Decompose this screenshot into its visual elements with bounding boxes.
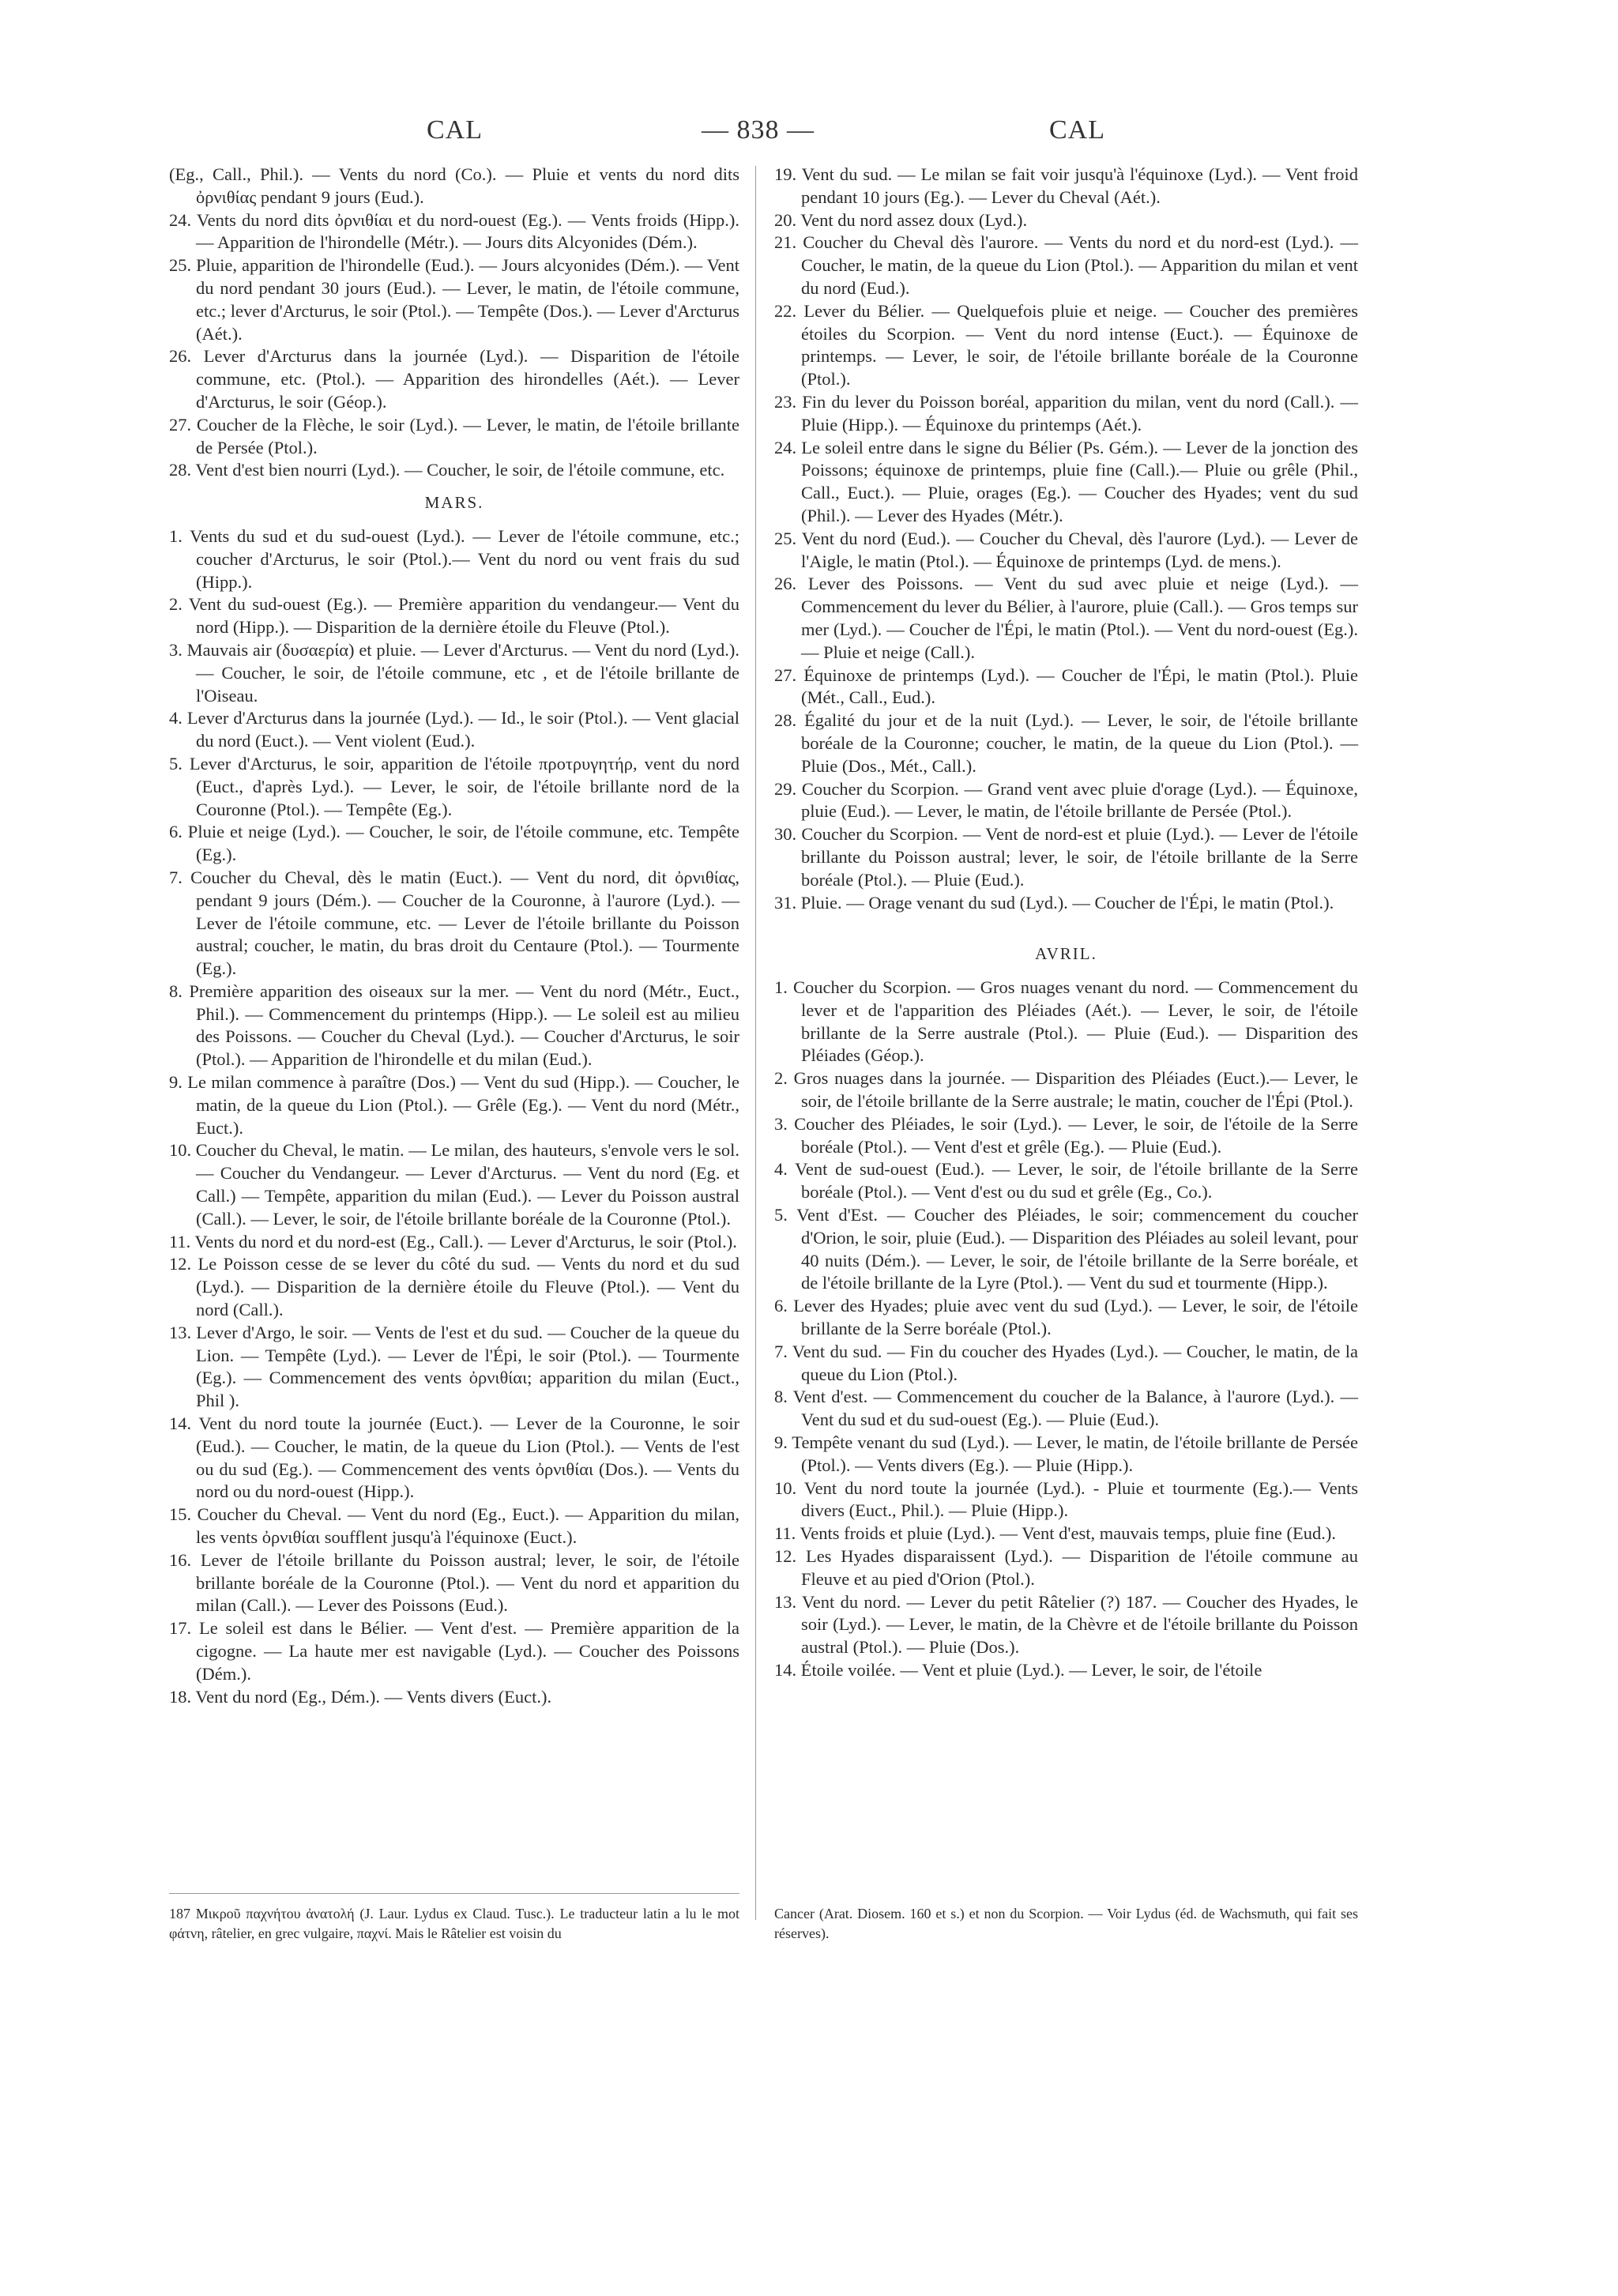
calendar-entry: 16. Lever de l'étoile brillante du Poisson austral; lever, le soir, de l'étoile brillante boréale de la Couronne (Ptol.). — Vent du nord et apparition du milan (Call.). — Lever des Poissons (Eud.). (169, 1549, 739, 1616)
calendar-entry: 27. Équinoxe de printemps (Lyd.). — Coucher de l'Épi, le matin (Ptol.). Pluie (Mét., Call., Eud.). (774, 664, 1358, 708)
calendar-entry: 9. Tempête venant du sud (Lyd.). — Lever, le matin, de l'étoile brillante de Persée (Ptol.). — Vents divers (Eg.). — Pluie (Hipp.). (774, 1432, 1358, 1475)
calendar-entry: 8. Première apparition des oiseaux sur la mer. — Vent du nord (Métr., Euct., Phil.). — Commencement du printemps (Hipp.). — Le soleil est au milieu des Poissons. — Coucher du Cheval (Lyd.). — Coucher d'Arcturus, le soir (Ptol.). — Apparition de l'hirondelle et du milan (Eud.). (169, 981, 739, 1070)
calendar-entry: 1. Vents du sud et du sud-ouest (Lyd.). — Lever de l'étoile commune, etc.; coucher d'Arcturus, le soir (Ptol.).— Vent du nord ou vent frais du sud (Hipp.). (169, 525, 739, 592)
calendar-entry: 25. Vent du nord (Eud.). — Coucher du Cheval, dès l'aurore (Lyd.). — Lever de l'Aigle, le matin (Ptol.). — Équinoxe de printemps (Lyd. de mens.). (774, 528, 1358, 571)
calendar-entry: 27. Coucher de la Flèche, le soir (Lyd.). — Lever, le matin, de l'étoile brillante de Persée (Ptol.). (169, 414, 739, 457)
page-number: — 838 — (702, 115, 815, 145)
calendar-entry: 20. Vent du nord assez doux (Lyd.). (774, 209, 1028, 230)
column-divider (755, 166, 756, 1920)
calendar-entry: 3. Coucher des Pléiades, le soir (Lyd.). — Lever, le soir, de l'étoile de la Serre boréale (Ptol.). — Vent d'est et grêle (Eg.). — Pluie (Eud.). (774, 1113, 1358, 1157)
calendar-entry: 13. Vent du nord. — Lever du petit Râtelier (?) 187. — Coucher des Hyades, le soir (Lyd.). — Lever, le matin, de la Chèvre et de l'étoile brillante du Poisson austral (Ptol.). — Pluie (Dos.). (774, 1591, 1358, 1658)
calendar-entry: 7. Vent du sud. — Fin du coucher des Hyades (Lyd.). — Coucher, le matin, de la queue du Lion (Ptol.). (774, 1341, 1358, 1384)
february-end-entries (169, 164, 739, 482)
running-head-left: CAL (427, 115, 483, 145)
calendar-entry: 11. Vents froids et pluie (Lyd.). — Vent d'est, mauvais temps, pluie fine (Eud.). (774, 1523, 1337, 1544)
section-title-mars: MARS. (424, 493, 484, 513)
calendar-entry: 8. Vent d'est. — Commencement du coucher de la Balance, à l'aurore (Lyd.). — Vent du sud et du sud-ouest (Eg.). — Pluie (Eud.). (774, 1387, 1358, 1430)
calendar-entry: 3. Mauvais air (δυσαερία) et pluie. — Lever d'Arcturus. — Vent du nord (Lyd.). — Coucher, le soir, de l'étoile commune, etc , et de l'étoile brillante de l'Oiseau. (169, 639, 739, 706)
running-head-right: CAL (1049, 115, 1105, 145)
calendar-entry: 22. Lever du Bélier. — Quelquefois pluie et neige. — Coucher des premières étoiles du Scorpion. — Vent du nord intense (Euct.). — Équinoxe de printemps. — Lever, le soir, de l'étoile brillante boréale de la Couronne (Ptol.). (774, 300, 1358, 390)
footnote-rule (169, 1893, 739, 1894)
footnote-right: Cancer (Arat. Diosem. 160 et s.) et non du Scorpion. — Voir Lydus (éd. de Wachsmuth, qui fait ses réserves). (774, 1906, 1358, 1941)
calendar-entry: 7. Coucher du Cheval, dès le matin (Euct.). — Vent du nord, dit ὀρνιθίας, pendant 9 jours (Dém.). — Coucher de la Couronne, à l'aurore (Lyd.). — Lever de l'étoile commune, etc. — Lever de l'étoile brillante du Poisson austral; coucher, le matin, du bras droit du Centaure (Ptol.). — Tourmente (Eg.). (169, 867, 739, 979)
calendar-entry: 11. Vents du nord et du nord-est (Eg., Call.). — Lever d'Arcturus, le soir (Ptol.). (169, 1231, 737, 1252)
calendar-entry: 23. Fin du lever du Poisson boréal, apparition du milan, vent du nord (Call.). — Pluie (Hipp.). — Équinoxe du printemps (Aét.). (774, 391, 1358, 435)
calendar-entry: 10. Vent du nord toute la journée (Lyd.). - Pluie et tourmente (Eg.).— Vents divers (Euct., Phil.). — Pluie (Hipp.). (774, 1477, 1358, 1521)
calendar-entry: 26. Lever des Poissons. — Vent du sud avec pluie et neige (Lyd.). — Commencement du lever du Bélier, à l'aurore, pluie (Call.). — Gros temps sur mer (Lyd.). — Coucher de l'Épi, le matin (Ptol.). — Vent du nord-ouest (Eg.). — Pluie et neige (Call.). (774, 574, 1358, 662)
calendar-entry: 17. Le soleil est dans le Bélier. — Vent d'est. — Première apparition de la cigogne. — La haute mer est navigable (Lyd.). — Coucher des Poissons (Dém.). (169, 1618, 739, 1684)
calendar-entry: 26. Lever d'Arcturus dans la journée (Lyd.). — Disparition de l'étoile commune, etc. (Ptol.). — Apparition des hirondelles (Aét.). — Lever d'Arcturus, le soir (Géop.). (169, 346, 739, 412)
calendar-entry: 5. Vent d'Est. — Coucher des Pléiades, le soir; commencement du coucher d'Orion, le soir, pluie (Eud.). — Disparition des Pléiades au soleil levant, pour 40 nuits (Dém.). — Lever, le soir, de l'étoile brillante de la Serre boréale, et de l'étoile brillante de la Lyre (Ptol.). — Vent du sud et tourmente (Hipp.). (774, 1205, 1358, 1293)
calendar-entry: 5. Lever d'Arcturus, le soir, apparition de l'étoile προτρυγητήρ, vent du nord (Euct., d'après Lyd.). — Lever, le soir, de l'étoile brillante nord de la Couronne (Ptol.). — Tempête (Eg.). (169, 753, 739, 819)
calendar-entry: 29. Coucher du Scorpion. — Grand vent avec pluie d'orage (Lyd.). — Équinoxe, pluie (Eud.). — Lever, le matin, de l'étoile brillante de Persée (Ptol.). (774, 778, 1358, 822)
calendar-entry: 25. Pluie, apparition de l'hirondelle (Eud.). — Jours alcyonides (Dém.). — Vent du nord pendant 30 jours (Eud.). — Lever, le matin, de l'étoile commune, etc.; lever d'Arcturus, le soir (Ptol.). — Tempête (Dos.). — Lever d'Arcturus (Aét.). (169, 255, 739, 344)
calendar-entry: 30. Coucher du Scorpion. — Vent de nord-est et pluie (Lyd.). — Lever de l'étoile brillante du Poisson austral; lever, le soir, de l'étoile brillante de la Serre boréale (Ptol.). — Pluie (Eud.). (774, 824, 1358, 890)
calendar-entry: 28. Égalité du jour et de la nuit (Lyd.). — Lever, le soir, de l'étoile brillante boréale de la Couronne; coucher, le matin, de la queue du Lion (Ptol.). — Pluie (Dos., Mét., Call.). (774, 710, 1358, 776)
avril-entries (774, 977, 1358, 1682)
calendar-entry: 21. Coucher du Cheval dès l'aurore. — Vents du nord et du nord-est (Lyd.). — Coucher, le matin, de la queue du Lion (Ptol.). — Apparition du milan et vent du nord (Eud.). (774, 232, 1358, 298)
calendar-entry: 18. Vent du nord (Eg., Dém.). — Vents divers (Euct.). (169, 1686, 552, 1707)
calendar-entry: 15. Coucher du Cheval. — Vent du nord (Eg., Euct.). — Apparition du milan, les vents ὀρνιθίαι soufflent jusqu'à l'équinoxe (Euct.). (169, 1504, 739, 1548)
mars-continued-entries (774, 164, 1358, 914)
calendar-entry: 6. Lever des Hyades; pluie avec vent du sud (Lyd.). — Lever, le soir, de l'étoile brillante de la Serre boréale (Ptol.). (774, 1296, 1358, 1339)
calendar-entry: (Eg., Call., Phil.). — Vents du nord (Co.). — Pluie et vents du nord dits ὀρνιθίας pendant 9 jours (Eud.). (169, 164, 739, 207)
calendar-entry: 14. Étoile voilée. — Vent et pluie (Lyd.). — Lever, le soir, de l'étoile (774, 1660, 1262, 1680)
calendar-entry: 6. Pluie et neige (Lyd.). — Coucher, le soir, de l'étoile commune, etc. Tempête (Eg.). (169, 822, 739, 865)
calendar-entry: 2. Gros nuages dans la journée. — Disparition des Pléiades (Euct.).— Lever, le soir, de l'étoile brillante de la Serre australe; le matin, coucher de l'Épi (Ptol.). (774, 1068, 1358, 1112)
calendar-entry: 12. Le Poisson cesse de se lever du côté du sud. — Vents du nord et du sud (Lyd.). — Disparition de la dernière étoile du Fleuve (Ptol.). — Vent du nord (Call.). (169, 1254, 739, 1320)
footnote-left: 187 Μικροῦ παχνήτου ἀνατολή (J. Laur. Lydus ex Claud. Tusc.). Le traducteur latin a lu le mot φάτνη, râtelier, en grec vulgaire, παχνί. Mais le Râtelier est voisin du (169, 1906, 739, 1941)
calendar-entry: 13. Lever d'Argo, le soir. — Vents de l'est et du sud. — Coucher de la queue du Lion. — Tempête (Lyd.). — Lever de l'Épi, le soir (Ptol.). — Tourmente (Eg.). — Commencement des vents ὀρνιθίαι; apparition du milan (Euct., Phil ). (169, 1322, 739, 1411)
section-title-avril: AVRIL. (1035, 944, 1097, 964)
calendar-entry: 14. Vent du nord toute la journée (Euct.). — Lever de la Couronne, le soir (Eud.). — Coucher, le matin, de la queue du Lion (Ptol.). — Vents de l'est ou du sud (Eg.). — Commencement des vents ὀρνιθίαι (Dos.). — Vents du nord ou du nord-ouest (Hipp.). (169, 1413, 739, 1502)
calendar-entry: 1. Coucher du Scorpion. — Gros nuages venant du nord. — Commencement du lever et de l'apparition des Pléiades (Aét.). — Lever, le soir, de l'étoile brillante de la Serre australe (Ptol.). — Pluie (Eud.). — Disparition des Pléiades (Géop.). (774, 977, 1358, 1066)
calendar-entry: 4. Vent de sud-ouest (Eud.). — Lever, le soir, de l'étoile brillante de la Serre boréale (Ptol.). — Vent d'est ou du sud et grêle (Eg., Co.). (774, 1159, 1358, 1203)
calendar-entry: 9. Le milan commence à paraître (Dos.) — Vent du sud (Hipp.). — Coucher, le matin, de la queue du Lion (Ptol.). — Grêle (Eg.). — Vent du nord (Métr., Euct.). (169, 1072, 739, 1138)
left-column (169, 164, 739, 1708)
calendar-entry: 10. Coucher du Cheval, le matin. — Le milan, des hauteurs, s'envole vers le sol. — Coucher du Vendangeur. — Lever d'Arcturus. — Vent du nord (Eg. et Call.) — Tempête, apparition du milan (Eud.). — Lever du Poisson austral (Call.). — Lever, le soir, de l'étoile brillante boréale de la Couronne (Ptol.). (169, 1140, 739, 1229)
calendar-entry: 19. Vent du sud. — Le milan se fait voir jusqu'à l'équinoxe (Lyd.). — Vent froid pendant 10 jours (Eg.). — Lever du Cheval (Aét.). (774, 164, 1358, 207)
calendar-entry: 24. Vents du nord dits ὀρνιθίαι et du nord-ouest (Eg.). — Vents froids (Hipp.). — Apparition de l'hirondelle (Métr.). — Jours dits Alcyonides (Dém.). (169, 209, 739, 253)
right-column (774, 164, 1358, 1682)
calendar-entry: 28. Vent d'est bien nourri (Lyd.). — Coucher, le soir, de l'étoile commune, etc. (169, 460, 725, 480)
calendar-entry: 12. Les Hyades disparaissent (Lyd.). — Disparition de l'étoile commune au Fleuve et au pied d'Orion (Ptol.). (774, 1546, 1358, 1589)
calendar-entry: 4. Lever d'Arcturus dans la journée (Lyd.). — Id., le soir (Ptol.). — Vent glacial du nord (Euct.). — Vent violent (Eud.). (169, 708, 739, 751)
calendar-entry: 2. Vent du sud-ouest (Eg.). — Première apparition du vendangeur.— Vent du nord (Hipp.). — Disparition de la dernière étoile du Fleuve (Ptol.). (169, 594, 739, 638)
calendar-entry: 24. Le soleil entre dans le signe du Bélier (Ps. Gém.). — Lever de la jonction des Poissons; équinoxe de printemps, pluie fine (Call.).— Pluie ou grêle (Phil., Call., Euct.). — Pluie, orages (Eg.). — Coucher des Hyades; vent du sud (Phil.). — Lever des Hyades (Métr.). (774, 437, 1358, 525)
mars-entries (169, 525, 739, 1708)
calendar-entry: 31. Pluie. — Orage venant du sud (Lyd.). — Coucher de l'Épi, le matin (Ptol.). (774, 892, 1334, 913)
